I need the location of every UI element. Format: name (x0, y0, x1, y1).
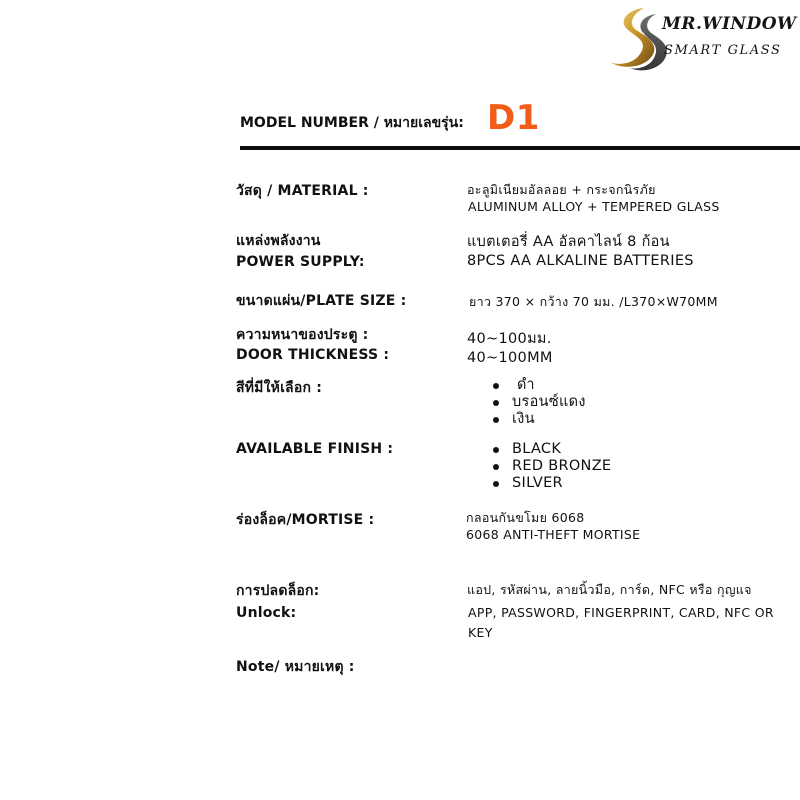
brand-name: MR.WINDOW (662, 14, 797, 34)
header-divider (240, 146, 800, 150)
finish-list-en (492, 441, 611, 492)
model-code: D1 (487, 98, 540, 138)
material-value-th: อะลูมิเนียมอัลลอย + กระจกนิรภัย (467, 182, 656, 197)
door-thickness-value-en: 40~100MM (467, 350, 553, 366)
unlock-value-th: แอป, รหัสผ่าน, ลายนิ้วมือ, การ์ด, NFC หรือ กุญแจ (467, 582, 752, 597)
power-supply-value-en: 8PCS AA ALKALINE BATTERIES (467, 253, 694, 269)
list-item: SILVER (492, 475, 611, 492)
mortise-value-th: กลอนกันขโมย 6068 (466, 510, 585, 525)
unlock-value-en-line2: KEY (468, 625, 493, 640)
door-thickness-value-th: 40~100มม. (467, 331, 552, 347)
list-item: เงิน (492, 411, 586, 428)
material-value-en: ALUMINUM ALLOY + TEMPERED GLASS (468, 199, 720, 214)
mortise-label: ร่องล็อค/MORTISE : (236, 512, 375, 528)
unlock-value-en-line1: APP, PASSWORD, FINGERPRINT, CARD, NFC OR (468, 605, 774, 620)
finish-label-th: สีที่มีให้เลือก : (236, 380, 322, 396)
unlock-label-th: การปลดล็อก: (236, 583, 320, 599)
finish-list-th (492, 377, 586, 428)
power-supply-label-en: POWER SUPPLY: (236, 254, 365, 270)
unlock-label-en: Unlock: (236, 605, 297, 621)
list-item: ดำ (492, 377, 586, 394)
mortise-value-en: 6068 ANTI-THEFT MORTISE (466, 527, 641, 542)
list-item: BLACK (492, 441, 611, 458)
door-thickness-label-en: DOOR THICKNESS : (236, 347, 390, 363)
plate-size-value: ยาว 370 × กว้าง 70 มม. /L370×W70MM (469, 294, 718, 309)
list-item: RED BRONZE (492, 458, 611, 475)
model-number-label: MODEL NUMBER / หมายเลขรุ่น: (240, 115, 464, 131)
plate-size-label: ขนาดแผ่น/PLATE SIZE : (236, 293, 407, 309)
note-label: Note/ หมายเหตุ : (236, 659, 355, 675)
power-supply-label-th: แหล่งพลังงาน (236, 233, 321, 249)
material-label: วัสดุ / MATERIAL : (236, 183, 369, 199)
door-thickness-label-th: ความหนาของประตู : (236, 327, 369, 343)
finish-label-en: AVAILABLE FINISH : (236, 441, 394, 457)
power-supply-value-th: แบตเตอรี่ AA อัลคาไลน์ 8 ก้อน (467, 234, 670, 250)
brand-tagline: SMART GLASS (664, 43, 782, 58)
list-item: บรอนซ์แดง (492, 394, 586, 411)
